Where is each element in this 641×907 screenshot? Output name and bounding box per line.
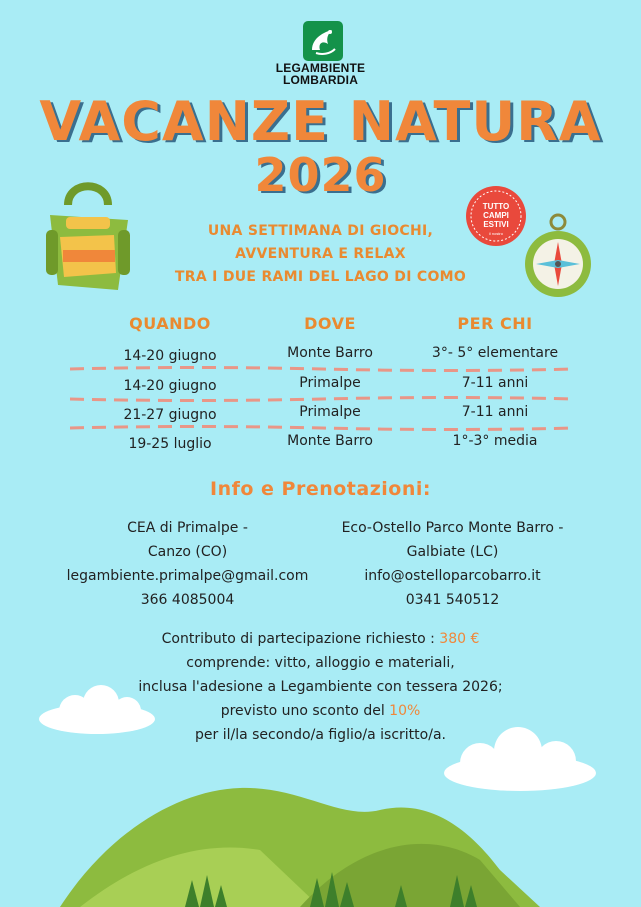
info-title: Info e Prenotazioni: <box>210 478 431 500</box>
badge-line-4: il nostro <box>488 231 504 236</box>
contribution-block <box>0 627 641 747</box>
row-3-where: Primalpe <box>299 404 361 420</box>
contact-left-email[interactable]: legambiente.primalpe@gmail.com <box>66 568 309 584</box>
row-divider <box>70 425 575 431</box>
contribution-line-4 <box>0 699 641 723</box>
row-divider <box>70 396 575 402</box>
contact-right-line-2: Galbiate (LC) <box>406 544 499 560</box>
contribution-label: Contributo di partecipazione richiesto : <box>161 631 440 647</box>
contact-right-phone[interactable]: 0341 540512 <box>405 592 500 608</box>
header-where: DOVE <box>304 314 356 333</box>
contact-left-phone[interactable]: 366 4085004 <box>140 592 235 608</box>
title-line-2: 2026 <box>254 148 387 202</box>
hills-illustration-icon <box>0 770 641 907</box>
contact-primalpe <box>50 516 325 612</box>
logo-line-1: LEGAMBIENTE <box>275 61 366 75</box>
row-divider <box>70 366 575 372</box>
row-2-when: 14-20 giugno <box>123 378 217 394</box>
title-line-1: VACANZE NATURA <box>39 90 602 153</box>
contact-right-line-1: Eco-Ostello Parco Monte Barro - <box>341 520 564 536</box>
contribution-price: 380 € <box>439 631 480 647</box>
row-1-when: 14-20 giugno <box>123 348 217 364</box>
subtitle-line-2: AVVENTURA E RELAX <box>235 246 406 262</box>
subtitle-line-3: TRA I DUE RAMI DEL LAGO DI COMO <box>174 269 467 285</box>
header-when: QUANDO <box>129 314 211 333</box>
row-2-who: 7-11 anni <box>461 375 529 391</box>
contribution-line-2: comprende: vitto, alloggio e materiali, <box>186 655 455 671</box>
contribution-line-3: inclusa l'adesione a Legambiente con tessera 2026; <box>138 679 503 695</box>
contact-left-line-2: Canzo (CO) <box>147 544 228 560</box>
row-4-when: 19-25 luglio <box>128 436 212 452</box>
row-2-where: Primalpe <box>299 375 361 391</box>
badge-line-3: ESTIVI <box>483 220 509 229</box>
subtitle-line-1: UNA SETTIMANA DI GIOCHI, <box>207 223 434 239</box>
row-1-where: Monte Barro <box>287 345 373 361</box>
contribution-line-1 <box>0 627 641 651</box>
header-who: PER CHI <box>457 314 533 333</box>
contribution-line-4-text: previsto uno sconto del <box>220 703 390 719</box>
contact-right-email[interactable]: info@ostelloparcobarro.it <box>364 568 541 584</box>
contact-left-line-1: CEA di Primalpe - <box>127 520 248 536</box>
contribution-line-5: per il/la secondo/a figlio/a iscritto/a. <box>195 727 446 743</box>
logo-line-2: LOMBARDIA <box>282 73 359 87</box>
row-3-who: 7-11 anni <box>461 404 529 420</box>
contribution-discount: 10% <box>389 703 421 719</box>
badge-line-1: TUTTO <box>482 202 510 211</box>
row-4-who: 1°-3° media <box>452 433 538 449</box>
badge-line-2: CAMPI <box>483 211 509 220</box>
row-1-who: 3°- 5° elementare <box>431 345 559 361</box>
contact-monte-barro <box>315 516 590 612</box>
row-4-where: Monte Barro <box>287 433 373 449</box>
logo-text <box>0 62 641 86</box>
legambiente-logo-icon <box>302 20 344 62</box>
row-3-when: 21-27 giugno <box>123 407 217 423</box>
